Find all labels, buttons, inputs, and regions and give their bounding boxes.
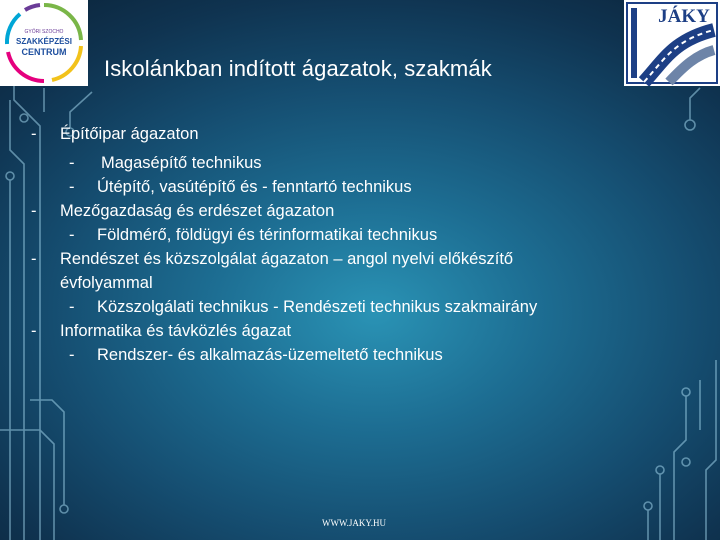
list-item-sub: - Magasépítő technikus [69,154,262,172]
list-item-section: - Rendészet és közszolgálat ágazaton – angol nyelvi előkészítő [31,250,514,268]
logo-line1: SZAKKÉPZÉSI [15,37,73,46]
list-item-section: - Mezőgazdaság és erdészet ágazaton [31,202,335,220]
logo-line2: CENTRUM [21,47,67,57]
list-item-section: - Építőipar ágazaton [31,125,199,143]
list-item-sub: - Közszolgálati technikus - Rendészeti technikus szakmairány [69,298,538,316]
logo-small-text: GYŐRI SZOCHO [24,29,64,35]
list-item-sub: - Útépítő, vasútépítő és - fenntartó technikus [69,178,412,196]
jaky-logo [624,0,720,86]
list-item-sub: - Földmérő, földügyi és térinformatikai technikus [69,226,438,244]
list-item-section-continued: évfolyammal [60,274,153,292]
program-list [28,122,678,367]
slide-title: Iskolánkban indított ágazatok, szakmák [104,56,492,81]
list-item-sub: - Rendszer- és alkalmazás-üzemeltető technikus [69,346,443,364]
list-item-section: - Informatika és távközlés ágazat [31,322,292,340]
szakkepzesi-centrum-logo [0,0,88,86]
jaky-logo-text: JÁKY [658,6,710,27]
footer-url: WWW.JAKY.HU [322,518,386,528]
